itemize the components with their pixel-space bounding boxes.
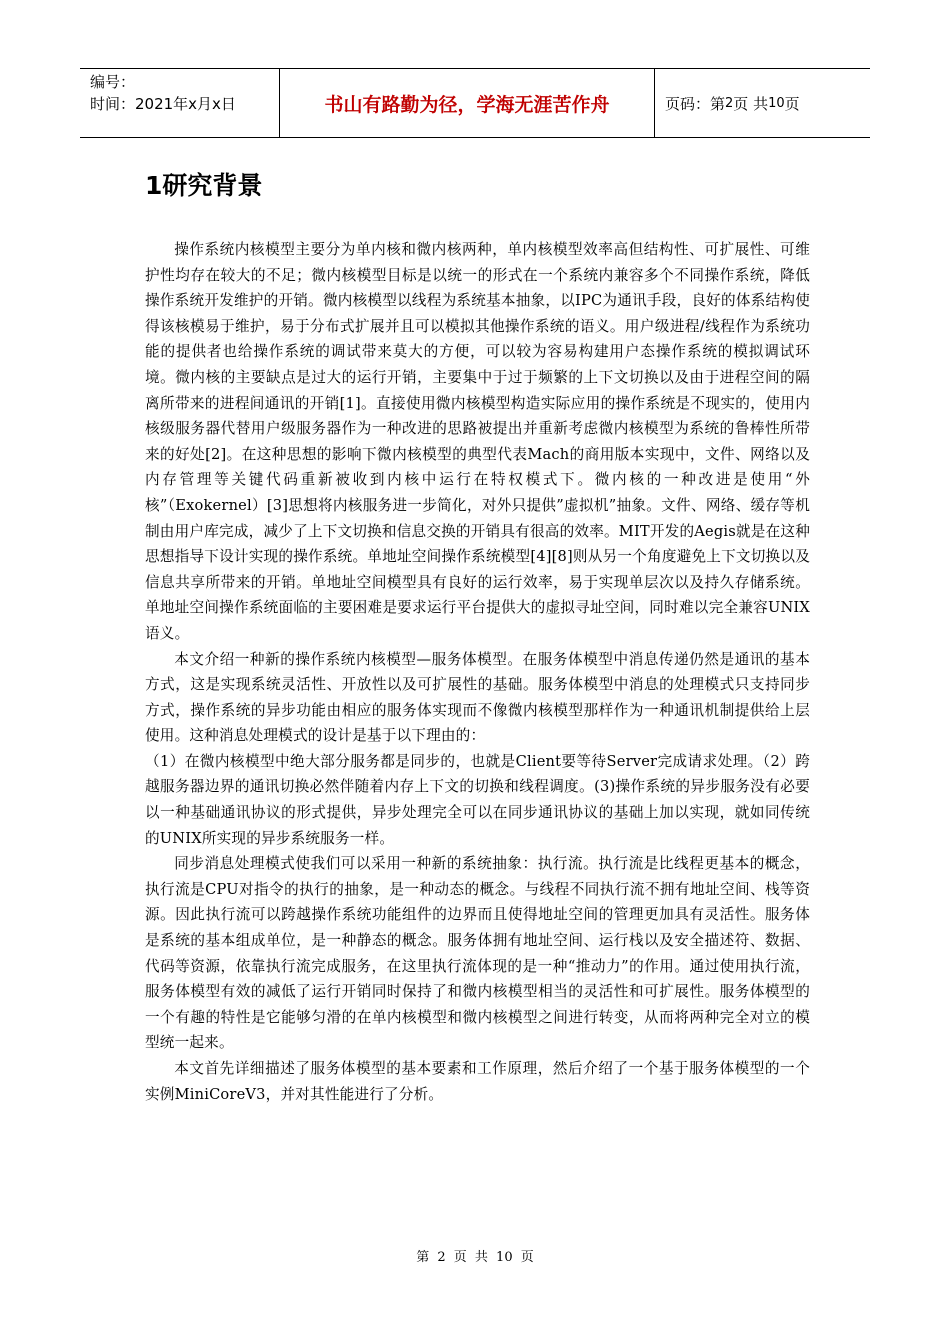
time-label: 时间：2021年x月x日 bbox=[90, 95, 236, 113]
page-suffix: 页 bbox=[784, 94, 800, 113]
paragraph: 操作系统内核模型主要分为单内核和微内核两种，单内核模型效率高但结构性、可扩展性、可维护性均存在较大的不足；微内核模型目标是以统一的形式在一个系统内兼容多个不同操作系统，降低操作系统开发维护的开销。微内核模型以线程为系统基本抽象，以IPC为通讯手段，良好的体系结构使得该核模易于维护，易于分布式扩展并且可以模拟其他操作系统的语义。用户级进程/线程作为系统功能的提供者也给操作系统的调试带来莫大的方便，可以较为容易构建用户态操作系统的模拟调试环境。微内核的主要缺点是过大的运行开销，主要集中于过于频繁的上下文切换以及由于进程空间的隔离所带来的进程间通讯的开销[1]。直接使用微内核模型构造实际应用的操作系统是不现实的，使用内核级服务器代替用户级服务器作为一种改进的思路被提出并重新考虑微内核模型为系统的鲁棒性所带来的好处[2]。在这种思想的影响下微内核模型的典型代表Mach的商用版本实现中，文件、网络以及内存管理等关键代码重新被收到内核中运行在特权模式下。微内核的一种改进是使用“外核”（Exokernel）[3]思想将内核服务进一步简化，对外只提供”虚拟机”抽象。文件、网络、缓存等机制由用户库完成，减少了上下文切换和信息交换的开销具有很高的效率。MIT开发的Aegis就是在这种思想指导下设计实现的操作系统。单地址空间操作系统模型[4][8]则从另一个角度避免上下文切换以及信息共享所带来的开销。单地址空间模型具有良好的运行效率，易于实现单层次以及持久存储系统。单地址空间操作系统面临的主要困难是要求运行平台提供大的虚拟寻址空间，同时难以完全兼容UNIX语义。 bbox=[145, 241, 810, 642]
header-motto: 书山有路勤为径，学海无涯苦作舟 bbox=[280, 69, 655, 137]
number-label: 编号： bbox=[90, 73, 136, 91]
paragraph: 本文首先详细描述了服务体模型的基本要素和工作原理，然后介绍了一个基于服务体模型的一个实例MiniCoreV3，并对其性能进行了分析。 bbox=[145, 1060, 810, 1103]
paragraph: 同步消息处理模式使我们可以采用一种新的系统抽象：执行流。执行流是比线程更基本的概念，执行流是CPU对指令的执行的抽象，是一种动态的概念。与线程不同执行流不拥有地址空间、栈等资源。因此执行流可以跨越操作系统功能组件的边界而且使得地址空间的管理更加具有灵活性。服务体是系统的基本组成单位，是一种静态的概念。服务体拥有地址空间、运行栈以及安全描述符、数据、代码等资源，依靠执行流完成服务，在这里执行流体现的是一种“推动力”的作用。通过使用执行流，服务体模型有效的减低了运行开销同时保持了和微内核模型相当的灵活性和可扩展性。服务体模型的一个有趣的特性是它能够匀滑的在单内核模型和微内核模型之间进行转变，从而将两种完全对立的模型统一起来。 bbox=[145, 855, 810, 1052]
page-current: 2 bbox=[725, 95, 734, 111]
header-meta bbox=[80, 69, 280, 137]
header-page-number bbox=[655, 69, 870, 137]
page-footer: 第 2 页 共 10 页 bbox=[416, 1250, 534, 1265]
section-title: 1研究背景 bbox=[145, 171, 263, 200]
page-header bbox=[80, 68, 870, 138]
paragraph: （1）在微内核模型中绝大部分服务都是同步的，也就是Client要等待Server完成请求处理。（2）跨越服务器边界的通讯切换必然伴随着内存上下文的切换和线程调度。(3)操作系统的异步服务没有必要以一种基础通讯协议的形式提供，异步处理完全可以在同步通讯协议的基础上加以实现，就如同传统的UNIX所实现的异步系统服务一样。 bbox=[145, 752, 810, 847]
page-total: 10 bbox=[768, 95, 785, 111]
page-mid: 页 共 bbox=[733, 94, 769, 113]
body-text bbox=[145, 237, 810, 1107]
paragraph: 本文介绍一种新的操作系统内核模型—服务体模型。在服务体模型中消息传递仍然是通讯的基本方式，这是实现系统灵活性、开放性以及可扩展性的基础。服务体模型中消息的处理模式只支持同步方式，操作系统的异步功能由相应的服务体实现而不像微内核模型那样作为一种通讯机制提供给上层使用。这种消息处理模式的设计是基于以下理由的： bbox=[145, 650, 810, 745]
page-prefix: 页码：第 bbox=[665, 94, 726, 113]
